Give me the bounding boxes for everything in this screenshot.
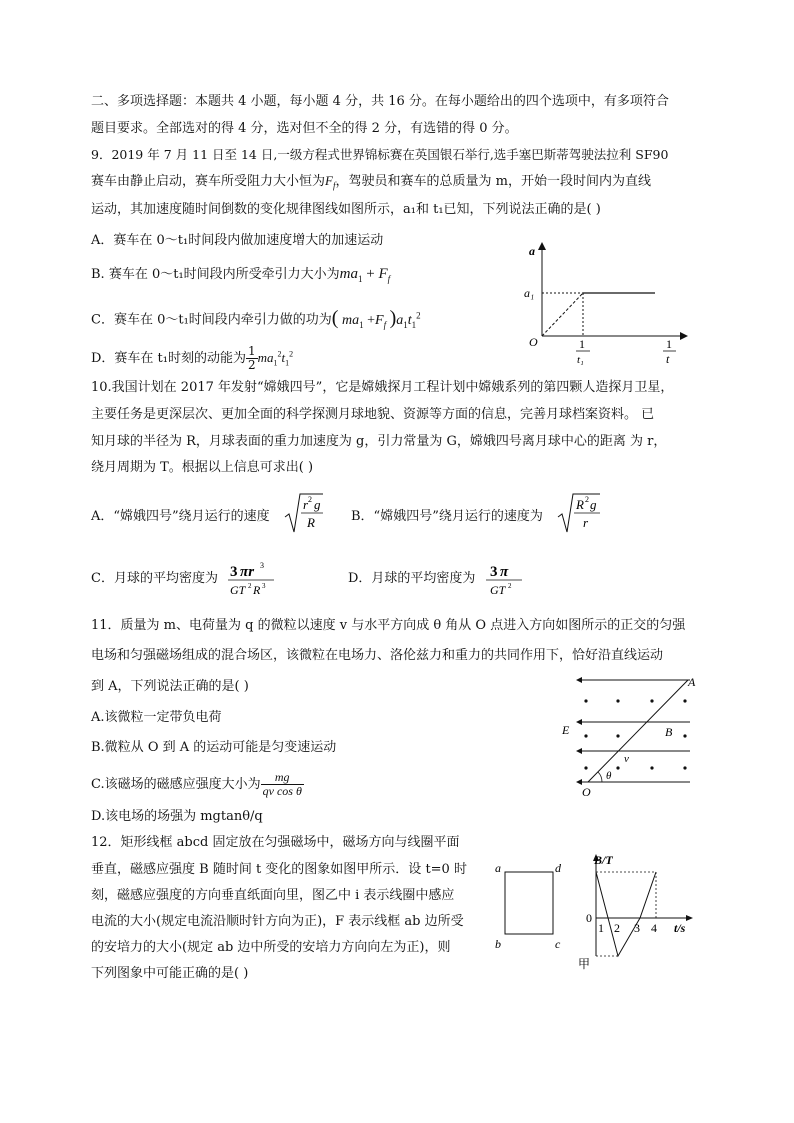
- svg-text:3: 3: [230, 564, 238, 580]
- svg-text:R: R: [253, 583, 261, 597]
- q11-label-v: v: [624, 753, 629, 765]
- q9-option-b-formula: $ma_1 + F_f$: [339, 266, 391, 284]
- q10-option-b-formula: [556, 492, 602, 536]
- section-heading-line1: 二、多项选择题：本题共 4 小题，每小题 4 分，共 16 分。在每小题给出的四个选项中，有多项符合: [91, 94, 669, 109]
- svg-text:2: 2: [508, 582, 512, 590]
- q12-frame-a: a: [495, 861, 501, 875]
- q11-stem-line2: 电场和匀强磁场组成的混合场区，该微粒在电场力、洛伦兹力和重力的共同作用下，恰好沿直线运动: [91, 648, 664, 663]
- q9-stem-line3: 运动，其加速度随时间倒数的变化规律图线如图所示，a₁和 t₁已知，下列说法正确的是( ): [91, 202, 601, 217]
- q12-frame-b: b: [495, 937, 501, 951]
- q12-bt-graph: [576, 852, 706, 974]
- q12-graph-t1: 1: [598, 921, 604, 935]
- q11-option-a: A.该微粒一定带负电荷: [91, 710, 222, 725]
- q12-stem-line2: 垂直，磁感应强度 B 随时间 t 变化的图象如图甲所示．设 t=0 时: [91, 862, 467, 877]
- q12-graph-x-label: t/s: [674, 921, 686, 935]
- q11-option-c-fraction: $\frac{mg}{\text{qv cos θ}}$: [262, 770, 302, 798]
- q10-stem-line4: 绕月周期为 T。根据以上信息可求出( ): [91, 460, 314, 475]
- q9-option-d-text: D．赛车在 t₁时刻的动能为: [91, 351, 246, 366]
- q11-option-d: D.该电场的场强为 mgtanθ/q: [91, 809, 263, 824]
- q12-graph-t4: 4: [651, 921, 657, 935]
- q11-option-c: [91, 771, 304, 798]
- q12-stem-line4: 电流的大小(规定电流沿顺时针方向为正)，F 表示线框 ab 边所受: [91, 914, 464, 929]
- q9-option-a: A．赛车在 0～t₁时间段内做加速度增大的加速运动: [91, 233, 384, 248]
- svg-text:π: π: [500, 564, 509, 580]
- svg-text:g: g: [314, 497, 321, 512]
- q9-option-d: [91, 345, 293, 373]
- q10-stem-line3: 知月球的半径为 R，月球表面的重力加速度为 g，引力常量为 G，嫦娥四号离月球中心的距离 为 r，: [91, 434, 667, 449]
- q9-stem-line2a: 赛车由静止启动，赛车所受阻力大小恒为: [91, 174, 326, 189]
- q11-stem-line3: 到 A，下列说法正确的是( ): [91, 679, 249, 694]
- q11-stem-line1: 11．质量为 m、电荷量为 q 的微粒以速度 v 与水平方向成 θ 角从 O 点进入方向如图所示的正交的匀强: [91, 618, 686, 633]
- q10-option-b-text: B．“嫦娥四号”绕月运行的速度为: [351, 509, 543, 524]
- q9-option-c-text: C．赛车在 0～t₁时间段内牵引力做的功为: [91, 312, 332, 328]
- q11-label-b: B: [665, 725, 673, 739]
- q10-option-a-formula: [283, 492, 325, 536]
- svg-text:R: R: [307, 515, 315, 530]
- q9-graph-a1-label: a₁: [524, 286, 535, 300]
- q11-label-o: O: [582, 785, 591, 799]
- svg-text:3: 3: [260, 561, 264, 570]
- q9-graph-x-num: 1: [666, 337, 672, 351]
- q9-option-d-formula: $ma_1^2t_1^2$: [257, 349, 294, 368]
- svg-text:3: 3: [262, 582, 266, 590]
- q11-label-theta: θ: [606, 770, 612, 782]
- q12-stem-line1: 12．矩形线框 abcd 固定放在匀强磁场中，磁场方向与线圈平面: [91, 835, 460, 850]
- q9-stem-line2b: ，驾驶员和赛车的总质量为 m，开始一段时间内为直线: [335, 174, 651, 189]
- svg-text:3: 3: [490, 564, 498, 580]
- q9-stem-line2: [91, 172, 651, 195]
- svg-text:2: 2: [585, 495, 589, 504]
- svg-text:g: g: [590, 497, 597, 512]
- q9-option-b-text: B. 赛车在 0～t₁时间段内所受牵引力大小为: [91, 267, 340, 282]
- q11-option-c-text: C.该磁场的磁感应强度大小为: [91, 777, 261, 792]
- q12-graph-caption: 甲: [578, 957, 591, 971]
- q12-frame-d: d: [555, 861, 561, 875]
- q12-stem-line6: 下列图象中可能正确的是( ): [91, 966, 249, 981]
- q9-stem-line1: 9．2019 年 7 月 11 日至 14 日,一级方程式世界锦标赛在英国银石举行,选手塞巴斯蒂驾驶法拉利 SF90: [91, 147, 669, 162]
- q10-stem-line2: 主要任务是更深层次、更加全面的科学探测月球地貌、资源等方面的信息，完善月球档案资料。 已: [91, 407, 655, 422]
- svg-text:2: 2: [308, 495, 312, 504]
- q9-option-c-formula: ( $ma_1 +F_f$ )$a_1t_1^2$: [331, 306, 421, 330]
- q12-graph-y-label: B/T: [594, 853, 613, 867]
- q10-option-c-formula: [226, 556, 278, 600]
- svg-text:2: 2: [248, 582, 252, 590]
- q12-graph-t3: 3: [634, 921, 640, 935]
- svg-text:R: R: [576, 497, 584, 512]
- q9-option-d-fraction: $\frac{1}{2}$: [248, 344, 256, 372]
- q12-stem-line5: 的安培力的大小(规定 ab 边中所受的安培力方向向左为正)，则: [91, 940, 451, 955]
- q12-rect-frame: [493, 858, 565, 954]
- q11-option-b: B.微粒从 O 到 A 的运动可能是匀变速运动: [91, 740, 337, 755]
- q12-graph-t2: 2: [614, 921, 620, 935]
- q9-graph-origin: O: [529, 335, 538, 349]
- q10-option-a-text: A．“嫦娥四号”绕月运行的速度: [91, 509, 270, 524]
- q12-graph-zero: 0: [586, 911, 592, 925]
- svg-text:r: r: [303, 497, 309, 512]
- section-heading-line2: 题目要求。全部选对的得 4 分，选对但不全的得 2 分，有选错的得 0 分。: [91, 121, 518, 136]
- q10-option-c-text: C．月球的平均密度为: [91, 571, 218, 586]
- q10-stem-line1: 10.我国计划在 2017 年发射“嫦娥四号”，它是嫦娥探月工程计划中嫦娥系列的第四颗人造探月卫星，: [91, 380, 674, 395]
- q11-label-a: A: [688, 675, 696, 689]
- q9-ff-symbol: $F_f$: [325, 173, 336, 191]
- q9-acceleration-graph: [520, 238, 690, 368]
- q9-graph-tick-den: t₁: [577, 354, 584, 366]
- svg-text:GT: GT: [490, 583, 506, 597]
- q11-label-e: E: [562, 723, 570, 737]
- q10-option-d-formula: [484, 556, 530, 600]
- q9-option-b: [91, 265, 390, 288]
- q11-field-figure: [560, 674, 710, 800]
- svg-text:r: r: [583, 515, 589, 530]
- q9-option-c: [91, 306, 421, 333]
- q10-option-d-text: D．月球的平均密度为: [348, 571, 476, 586]
- q9-graph-x-den: t: [666, 352, 670, 366]
- q9-graph-y-label: a: [529, 244, 535, 258]
- q9-graph-tick-num: 1: [579, 337, 585, 351]
- q12-frame-c: c: [555, 937, 561, 951]
- svg-text:GT: GT: [230, 583, 246, 597]
- q12-stem-line3: 刻，磁感应强度的方向垂直纸面向里，图乙中 i 表示线圈中感应: [91, 888, 455, 903]
- svg-text:πr: πr: [240, 564, 255, 580]
